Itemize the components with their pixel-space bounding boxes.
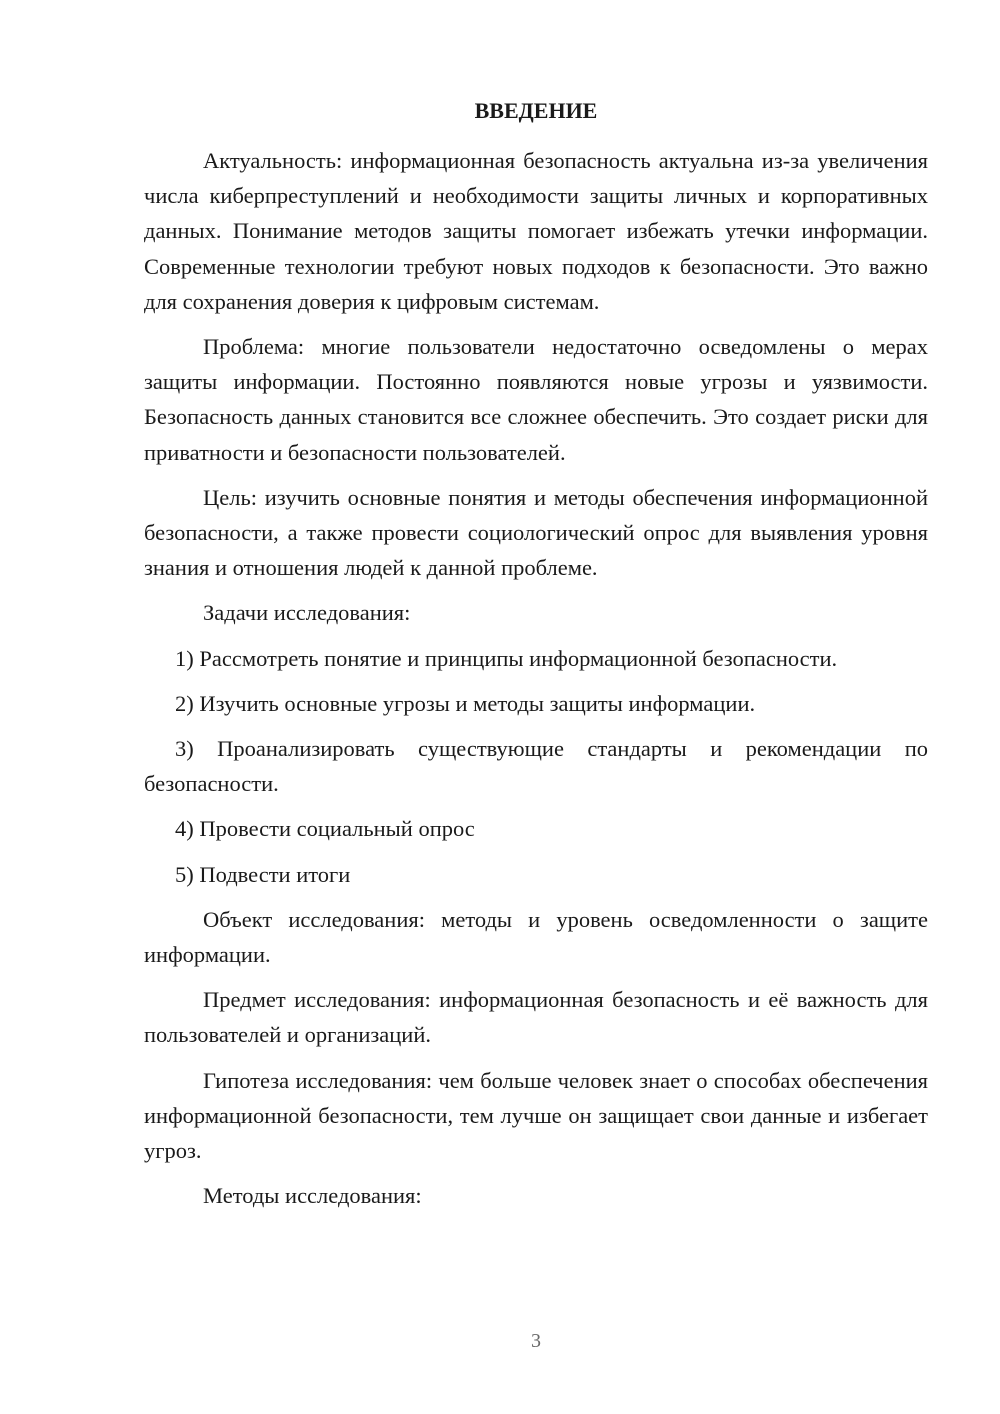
paragraph-goal: Цель: изучить основные понятия и методы обеспечения информационной безопасности, а также провести социологический опрос для выявления уровня знания и отношения людей к данной проблеме.: [144, 484, 928, 581]
task-item-3: 3) Проанализировать существующие стандарты и рекомендации по безопасности.: [144, 736, 928, 797]
task-item-2: 2) Изучить основные угрозы и методы защиты информации.: [175, 690, 756, 716]
paragraph-methods: Методы исследования:: [203, 1183, 422, 1209]
paragraph-hypothesis: Гипотеза исследования: чем больше человек знает о способах обеспечения информационной безопасности, тем лучше он защищает свои данные и избегает угроз.: [144, 1067, 928, 1164]
paragraph-subject: Предмет исследования: информационная безопасность и её важность для пользователей и организаций.: [144, 987, 928, 1048]
task-item-4: 4) Провести социальный опрос: [175, 816, 475, 842]
paragraph-relevance: Актуальность: информационная безопасность актуальна из-за увеличения числа киберпреступлений и необходимости защиты личных и корпоративных данных. Понимание методов защиты помогает избежать утечки информации. Современные технологии требуют новых подходов к безопасности. Это важно для сохранения доверия к цифровым системам.: [144, 148, 928, 314]
page-number: 3: [531, 1330, 541, 1352]
paragraph-object: Объект исследования: методы и уровень осведомленности о защите информации.: [144, 906, 928, 968]
task-item-5: 5) Подвести итоги: [175, 861, 351, 887]
paragraph-tasks-heading: Задачи исследования:: [203, 600, 411, 626]
document-body: [144, 143, 928, 1213]
task-item-1: 1) Рассмотреть понятие и принципы информационной безопасности.: [175, 645, 838, 671]
page-title: ВВЕДЕНИЕ: [474, 98, 598, 123]
paragraph-problem: Проблема: многие пользователи недостаточно осведомлены о мерах защиты информации. Постоянно появляются новые угрозы и уязвимости. Безопасность данных становится все сложнее обеспечить. Это создает риски для приватности и безопасности пользователей.: [144, 334, 928, 465]
